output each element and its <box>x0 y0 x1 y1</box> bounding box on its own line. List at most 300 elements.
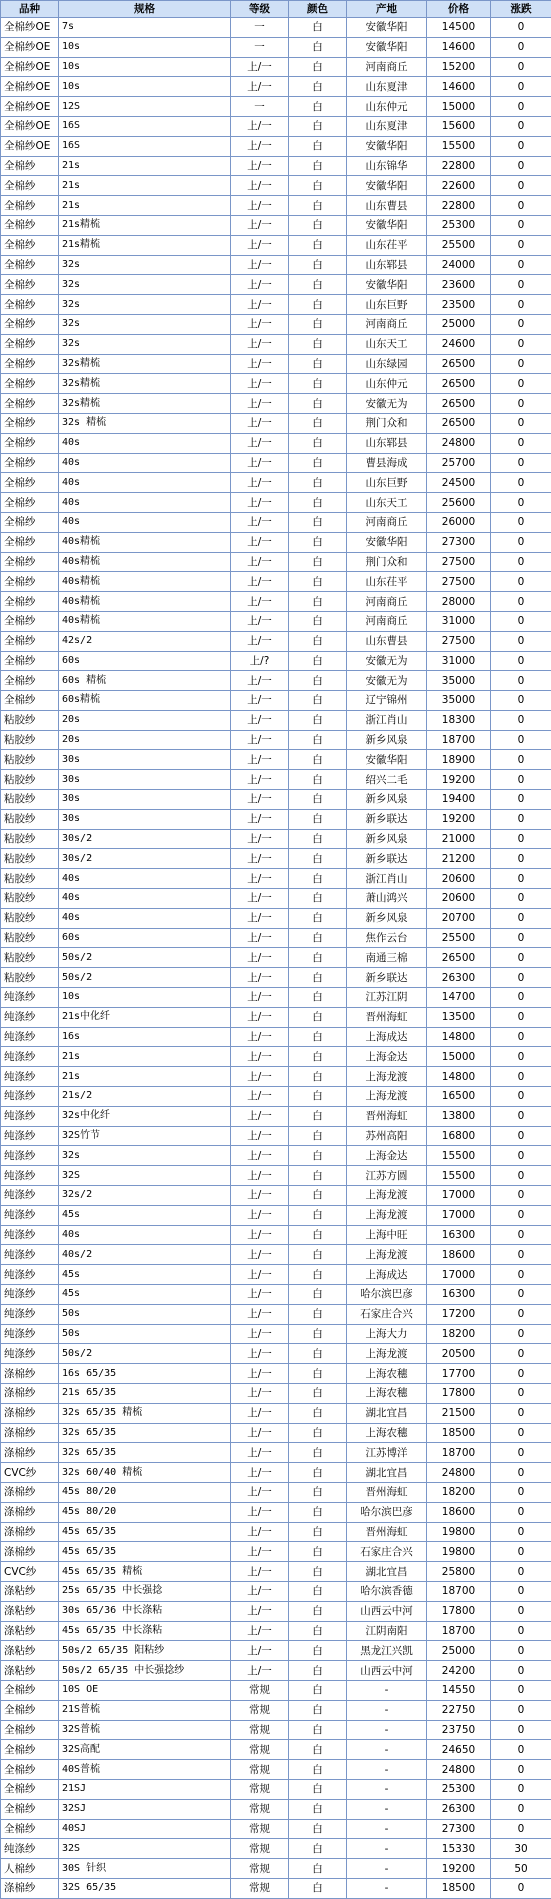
cell-variety: 全棉纱 <box>1 314 59 334</box>
cell-color: 白 <box>289 889 347 909</box>
cell-spec: 50s/2 <box>59 1344 231 1364</box>
cell-change: 0 <box>491 116 551 136</box>
cell-origin: 荆门众和 <box>347 413 427 433</box>
cell-change: 0 <box>491 671 551 691</box>
cell-color: 白 <box>289 1423 347 1443</box>
table-row <box>1 1581 551 1601</box>
cell-origin: 上海农穗 <box>347 1364 427 1384</box>
cell-spec: 40s <box>59 473 231 493</box>
cell-color: 白 <box>289 1641 347 1661</box>
cell-variety: 粘胶纱 <box>1 889 59 909</box>
cell-color: 白 <box>289 295 347 315</box>
cell-grade: 上/一 <box>231 1502 289 1522</box>
cell-origin: 山西云中河 <box>347 1661 427 1681</box>
table-row <box>1 849 551 869</box>
cell-price: 24200 <box>427 1661 491 1681</box>
cell-price: 24800 <box>427 1760 491 1780</box>
cell-price: 20600 <box>427 869 491 889</box>
table-row <box>1 928 551 948</box>
cell-change: 0 <box>491 1621 551 1641</box>
table-row <box>1 532 551 552</box>
cell-variety: 全棉纱 <box>1 255 59 275</box>
table-row <box>1 988 551 1008</box>
cell-origin: 安徽华阳 <box>347 275 427 295</box>
cell-origin: 安徽华阳 <box>347 37 427 57</box>
cell-change: 0 <box>491 314 551 334</box>
cell-variety: 涤棉纱 <box>1 1443 59 1463</box>
cell-price: 25600 <box>427 493 491 513</box>
cell-variety: 纯涤纱 <box>1 1007 59 1027</box>
cell-color: 白 <box>289 1799 347 1819</box>
cell-origin: 河南商丘 <box>347 592 427 612</box>
cell-spec: 40s精梳 <box>59 572 231 592</box>
cell-grade: 上/一 <box>231 235 289 255</box>
cell-price: 25800 <box>427 1562 491 1582</box>
cell-change: 0 <box>491 275 551 295</box>
cell-change: 0 <box>491 1166 551 1186</box>
cell-spec: 32s 60/40 精梳 <box>59 1463 231 1483</box>
cell-change: 0 <box>491 354 551 374</box>
cell-price: 15000 <box>427 1047 491 1067</box>
cell-change: 0 <box>491 710 551 730</box>
cell-change: 0 <box>491 433 551 453</box>
cell-variety: 全棉纱OE <box>1 57 59 77</box>
cell-change: 0 <box>491 1126 551 1146</box>
cell-spec: 32S高配 <box>59 1740 231 1760</box>
cell-spec: 25s 65/35 中长强捻 <box>59 1581 231 1601</box>
cell-origin: 安徽无为 <box>347 671 427 691</box>
cell-color: 白 <box>289 215 347 235</box>
cell-grade: 上/一 <box>231 196 289 216</box>
cell-variety: 全棉纱 <box>1 532 59 552</box>
cell-color: 白 <box>289 473 347 493</box>
cell-variety: 全棉纱 <box>1 1700 59 1720</box>
cell-variety: 全棉纱 <box>1 354 59 374</box>
cell-origin: 山东巨野 <box>347 473 427 493</box>
cell-change: 50 <box>491 1859 551 1879</box>
cell-variety: 纯涤纱 <box>1 1344 59 1364</box>
cell-color: 白 <box>289 1482 347 1502</box>
cell-origin: 山东曹县 <box>347 631 427 651</box>
cell-price: 17800 <box>427 1383 491 1403</box>
cell-change: 0 <box>491 1502 551 1522</box>
cell-change: 0 <box>491 1265 551 1285</box>
cell-variety: 全棉纱 <box>1 473 59 493</box>
cell-color: 白 <box>289 1146 347 1166</box>
cell-origin: 石家庄合兴 <box>347 1304 427 1324</box>
cell-price: 18200 <box>427 1482 491 1502</box>
cell-color: 白 <box>289 1740 347 1760</box>
cell-change: 0 <box>491 334 551 354</box>
table-row <box>1 1205 551 1225</box>
cell-price: 19200 <box>427 809 491 829</box>
cell-price: 27500 <box>427 572 491 592</box>
cell-origin: 晋州海虹 <box>347 1106 427 1126</box>
table-row <box>1 1245 551 1265</box>
cell-change: 0 <box>491 1423 551 1443</box>
cell-origin: 浙江肖山 <box>347 710 427 730</box>
cell-change: 0 <box>491 1047 551 1067</box>
cell-color: 白 <box>289 1265 347 1285</box>
cell-spec: 30s <box>59 770 231 790</box>
cell-variety: 粘胶纱 <box>1 908 59 928</box>
cell-variety: 全棉纱OE <box>1 97 59 117</box>
cell-variety: 粘胶纱 <box>1 968 59 988</box>
cell-spec: 20s <box>59 730 231 750</box>
cell-variety: 粘胶纱 <box>1 750 59 770</box>
cell-price: 24000 <box>427 255 491 275</box>
cell-origin: 哈尔滨巴彦 <box>347 1502 427 1522</box>
cell-variety: 全棉纱 <box>1 156 59 176</box>
cell-grade: 上/一 <box>231 790 289 810</box>
cell-price: 18200 <box>427 1324 491 1344</box>
cell-origin: 山东茌平 <box>347 235 427 255</box>
cell-grade: 上/一 <box>231 493 289 513</box>
cell-change: 0 <box>491 532 551 552</box>
cell-spec: 32s 65/35 <box>59 1423 231 1443</box>
cell-change: 0 <box>491 790 551 810</box>
cell-origin: 苏州高阳 <box>347 1126 427 1146</box>
table-row <box>1 1878 551 1898</box>
cell-grade: 常规 <box>231 1779 289 1799</box>
cell-color: 白 <box>289 354 347 374</box>
cell-price: 23600 <box>427 275 491 295</box>
cell-price: 18700 <box>427 1621 491 1641</box>
cell-price: 24800 <box>427 433 491 453</box>
cell-color: 白 <box>289 136 347 156</box>
cell-variety: 全棉纱 <box>1 1819 59 1839</box>
cell-grade: 常规 <box>231 1700 289 1720</box>
cell-change: 0 <box>491 1106 551 1126</box>
cell-change: 0 <box>491 592 551 612</box>
cell-grade: 上/一 <box>231 433 289 453</box>
cell-grade: 上/一 <box>231 1383 289 1403</box>
cell-origin: 山东天工 <box>347 334 427 354</box>
table-row <box>1 829 551 849</box>
cell-color: 白 <box>289 77 347 97</box>
cell-color: 白 <box>289 493 347 513</box>
cell-origin: 上海龙渡 <box>347 1087 427 1107</box>
cell-color: 白 <box>289 532 347 552</box>
cell-origin: 上海龙渡 <box>347 1205 427 1225</box>
cell-origin: 山东郓县 <box>347 255 427 275</box>
table-row <box>1 592 551 612</box>
cell-grade: 上/一 <box>231 57 289 77</box>
cell-variety: 全棉纱OE <box>1 77 59 97</box>
cell-variety: 全棉纱 <box>1 433 59 453</box>
cell-grade: 上/一 <box>231 156 289 176</box>
cell-origin: - <box>347 1839 427 1859</box>
table-row <box>1 1106 551 1126</box>
cell-price: 18300 <box>427 710 491 730</box>
cell-variety: 全棉纱 <box>1 1779 59 1799</box>
cell-color: 白 <box>289 1581 347 1601</box>
cell-spec: 40s <box>59 869 231 889</box>
cell-origin: 湖北宜昌 <box>347 1562 427 1582</box>
cell-spec: 7s <box>59 18 231 38</box>
table-row <box>1 1126 551 1146</box>
cell-origin: - <box>347 1859 427 1879</box>
cell-spec: 30s <box>59 790 231 810</box>
cell-grade: 上/一 <box>231 809 289 829</box>
table-row <box>1 1344 551 1364</box>
cell-origin: 安徽华阳 <box>347 176 427 196</box>
table-row <box>1 176 551 196</box>
cell-spec: 40s <box>59 908 231 928</box>
cell-variety: 粘胶纱 <box>1 710 59 730</box>
cell-color: 白 <box>289 1007 347 1027</box>
cell-origin: 辽宁锦州 <box>347 691 427 711</box>
cell-origin: 山东郓县 <box>347 433 427 453</box>
cell-change: 0 <box>491 1779 551 1799</box>
table-row <box>1 1166 551 1186</box>
cell-color: 白 <box>289 1502 347 1522</box>
cell-price: 26300 <box>427 968 491 988</box>
cell-change: 0 <box>491 1799 551 1819</box>
cell-color: 白 <box>289 1166 347 1186</box>
cell-color: 白 <box>289 1067 347 1087</box>
cell-spec: 42s/2 <box>59 631 231 651</box>
table-row <box>1 552 551 572</box>
cell-variety: 涤棉纱 <box>1 1878 59 1898</box>
cell-price: 27500 <box>427 631 491 651</box>
table-row <box>1 1641 551 1661</box>
table-row <box>1 413 551 433</box>
cell-color: 白 <box>289 1304 347 1324</box>
cell-origin: 新乡联达 <box>347 809 427 829</box>
cell-change: 0 <box>491 37 551 57</box>
cell-origin: 山东曹县 <box>347 196 427 216</box>
table-row <box>1 651 551 671</box>
cell-spec: 32s精梳 <box>59 374 231 394</box>
table-row <box>1 869 551 889</box>
table-row <box>1 275 551 295</box>
cell-variety: 全棉纱 <box>1 671 59 691</box>
cell-color: 白 <box>289 235 347 255</box>
table-row <box>1 611 551 631</box>
cell-origin: 新乡风泉 <box>347 790 427 810</box>
cell-grade: 上/一 <box>231 176 289 196</box>
cell-spec: 21s <box>59 156 231 176</box>
cell-origin: 哈尔滨巴彦 <box>347 1285 427 1305</box>
cell-price: 13500 <box>427 1007 491 1027</box>
table-body <box>1 18 551 1899</box>
cell-change: 0 <box>491 1878 551 1898</box>
cell-grade: 上/一 <box>231 1443 289 1463</box>
cell-color: 白 <box>289 770 347 790</box>
cell-grade: 上/一 <box>231 1403 289 1423</box>
table-row <box>1 1186 551 1206</box>
cell-price: 21500 <box>427 1403 491 1423</box>
cell-color: 白 <box>289 97 347 117</box>
cell-origin: 萧山鸿兴 <box>347 889 427 909</box>
cell-change: 0 <box>491 1205 551 1225</box>
cell-spec: 10S OE <box>59 1680 231 1700</box>
cell-grade: 上/一 <box>231 1661 289 1681</box>
cell-price: 14600 <box>427 37 491 57</box>
cell-spec: 40s精梳 <box>59 611 231 631</box>
cell-spec: 16s 65/35 <box>59 1364 231 1384</box>
cell-spec: 21s <box>59 176 231 196</box>
cell-spec: 40s精梳 <box>59 592 231 612</box>
cell-color: 白 <box>289 1760 347 1780</box>
cell-spec: 45s <box>59 1285 231 1305</box>
cell-color: 白 <box>289 1601 347 1621</box>
cell-origin: 绍兴二毛 <box>347 770 427 790</box>
cell-spec: 40s <box>59 1225 231 1245</box>
cell-color: 白 <box>289 394 347 414</box>
cell-color: 白 <box>289 1562 347 1582</box>
cell-color: 白 <box>289 651 347 671</box>
cell-grade: 上/一 <box>231 1344 289 1364</box>
cell-price: 19800 <box>427 1542 491 1562</box>
cell-color: 白 <box>289 156 347 176</box>
cell-variety: 涤棉纱 <box>1 1423 59 1443</box>
table-row <box>1 215 551 235</box>
cell-color: 白 <box>289 730 347 750</box>
cell-spec: 12S <box>59 97 231 117</box>
cell-change: 0 <box>491 631 551 651</box>
table-row <box>1 1443 551 1463</box>
cell-variety: 纯涤纱 <box>1 1106 59 1126</box>
cell-change: 0 <box>491 908 551 928</box>
cell-grade: 上/一 <box>231 116 289 136</box>
cell-change: 0 <box>491 295 551 315</box>
cell-spec: 21s <box>59 1067 231 1087</box>
cell-spec: 10s <box>59 77 231 97</box>
cell-spec: 30s/2 <box>59 849 231 869</box>
cell-origin: 哈尔滨香德 <box>347 1581 427 1601</box>
cell-variety: 全棉纱 <box>1 374 59 394</box>
cell-color: 白 <box>289 1819 347 1839</box>
cell-color: 白 <box>289 1522 347 1542</box>
cell-color: 白 <box>289 1443 347 1463</box>
cell-color: 白 <box>289 1285 347 1305</box>
cell-price: 20600 <box>427 889 491 909</box>
cell-price: 18600 <box>427 1245 491 1265</box>
cell-change: 0 <box>491 1087 551 1107</box>
cell-grade: 上/一 <box>231 77 289 97</box>
cell-grade: 常规 <box>231 1819 289 1839</box>
cell-grade: 上/一 <box>231 592 289 612</box>
cell-spec: 45s 65/35 精梳 <box>59 1562 231 1582</box>
cell-variety: 涤粘纱 <box>1 1601 59 1621</box>
cell-color: 白 <box>289 988 347 1008</box>
cell-price: 25700 <box>427 453 491 473</box>
cell-price: 20500 <box>427 1344 491 1364</box>
cell-color: 白 <box>289 869 347 889</box>
cell-variety: 全棉纱OE <box>1 18 59 38</box>
cell-price: 18500 <box>427 1878 491 1898</box>
cell-color: 白 <box>289 691 347 711</box>
cell-spec: 40s <box>59 453 231 473</box>
cell-variety: 全棉纱 <box>1 1720 59 1740</box>
cell-grade: 上/一 <box>231 869 289 889</box>
cell-price: 26300 <box>427 1799 491 1819</box>
cell-price: 26500 <box>427 354 491 374</box>
cell-grade: 上/? <box>231 651 289 671</box>
cell-price: 26500 <box>427 948 491 968</box>
cell-variety: 涤粘纱 <box>1 1661 59 1681</box>
header-variety: 品种 <box>1 1 59 18</box>
cell-variety: 纯涤纱 <box>1 1324 59 1344</box>
cell-color: 白 <box>289 908 347 928</box>
cell-spec: 45s <box>59 1205 231 1225</box>
table-row <box>1 235 551 255</box>
cell-grade: 上/一 <box>231 572 289 592</box>
cell-price: 18600 <box>427 1502 491 1522</box>
cell-origin: 上海龙渡 <box>347 1245 427 1265</box>
cell-origin: 安徽华阳 <box>347 18 427 38</box>
cell-spec: 32s <box>59 314 231 334</box>
cell-spec: 45s 80/20 <box>59 1502 231 1522</box>
cell-variety: 全棉纱 <box>1 1799 59 1819</box>
cell-spec: 21S普梳 <box>59 1700 231 1720</box>
table-row <box>1 691 551 711</box>
cell-change: 0 <box>491 691 551 711</box>
cell-variety: 粘胶纱 <box>1 928 59 948</box>
cell-grade: 上/一 <box>231 1562 289 1582</box>
cell-variety: 纯涤纱 <box>1 1245 59 1265</box>
cell-grade: 上/一 <box>231 1364 289 1384</box>
cell-variety: 全棉纱 <box>1 611 59 631</box>
cell-variety: 纯涤纱 <box>1 1186 59 1206</box>
cell-color: 白 <box>289 790 347 810</box>
cell-origin: - <box>347 1760 427 1780</box>
cell-spec: 50s <box>59 1324 231 1344</box>
cell-color: 白 <box>289 750 347 770</box>
cell-origin: 上海成达 <box>347 1027 427 1047</box>
cell-price: 35000 <box>427 691 491 711</box>
table-row <box>1 1621 551 1641</box>
cell-price: 15200 <box>427 57 491 77</box>
cell-variety: 涤棉纱 <box>1 1383 59 1403</box>
table-row <box>1 1047 551 1067</box>
cell-spec: 21s/2 <box>59 1087 231 1107</box>
table-row <box>1 1423 551 1443</box>
cell-color: 白 <box>289 849 347 869</box>
table-row <box>1 948 551 968</box>
cell-grade: 上/一 <box>231 1126 289 1146</box>
table-row <box>1 968 551 988</box>
cell-change: 0 <box>491 136 551 156</box>
cell-origin: 新乡联达 <box>347 968 427 988</box>
cell-spec: 45s 65/35 <box>59 1542 231 1562</box>
cell-grade: 上/一 <box>231 1621 289 1641</box>
cell-price: 21200 <box>427 849 491 869</box>
table-row <box>1 1225 551 1245</box>
cell-color: 白 <box>289 334 347 354</box>
cell-spec: 32s/2 <box>59 1186 231 1206</box>
cell-origin: 山西云中河 <box>347 1601 427 1621</box>
table-row <box>1 1403 551 1423</box>
cell-variety: 人棉纱 <box>1 1859 59 1879</box>
cell-grade: 上/一 <box>231 710 289 730</box>
cell-change: 0 <box>491 18 551 38</box>
cell-color: 白 <box>289 413 347 433</box>
cell-change: 0 <box>491 1661 551 1681</box>
cell-grade: 上/一 <box>231 295 289 315</box>
cell-spec: 21SJ <box>59 1779 231 1799</box>
cell-spec: 60s 精梳 <box>59 671 231 691</box>
cell-price: 15000 <box>427 97 491 117</box>
cell-grade: 上/一 <box>231 948 289 968</box>
cell-change: 0 <box>491 1007 551 1027</box>
table-row <box>1 1819 551 1839</box>
cell-grade: 上/一 <box>231 136 289 156</box>
cell-origin: - <box>347 1779 427 1799</box>
header-color: 颜色 <box>289 1 347 18</box>
